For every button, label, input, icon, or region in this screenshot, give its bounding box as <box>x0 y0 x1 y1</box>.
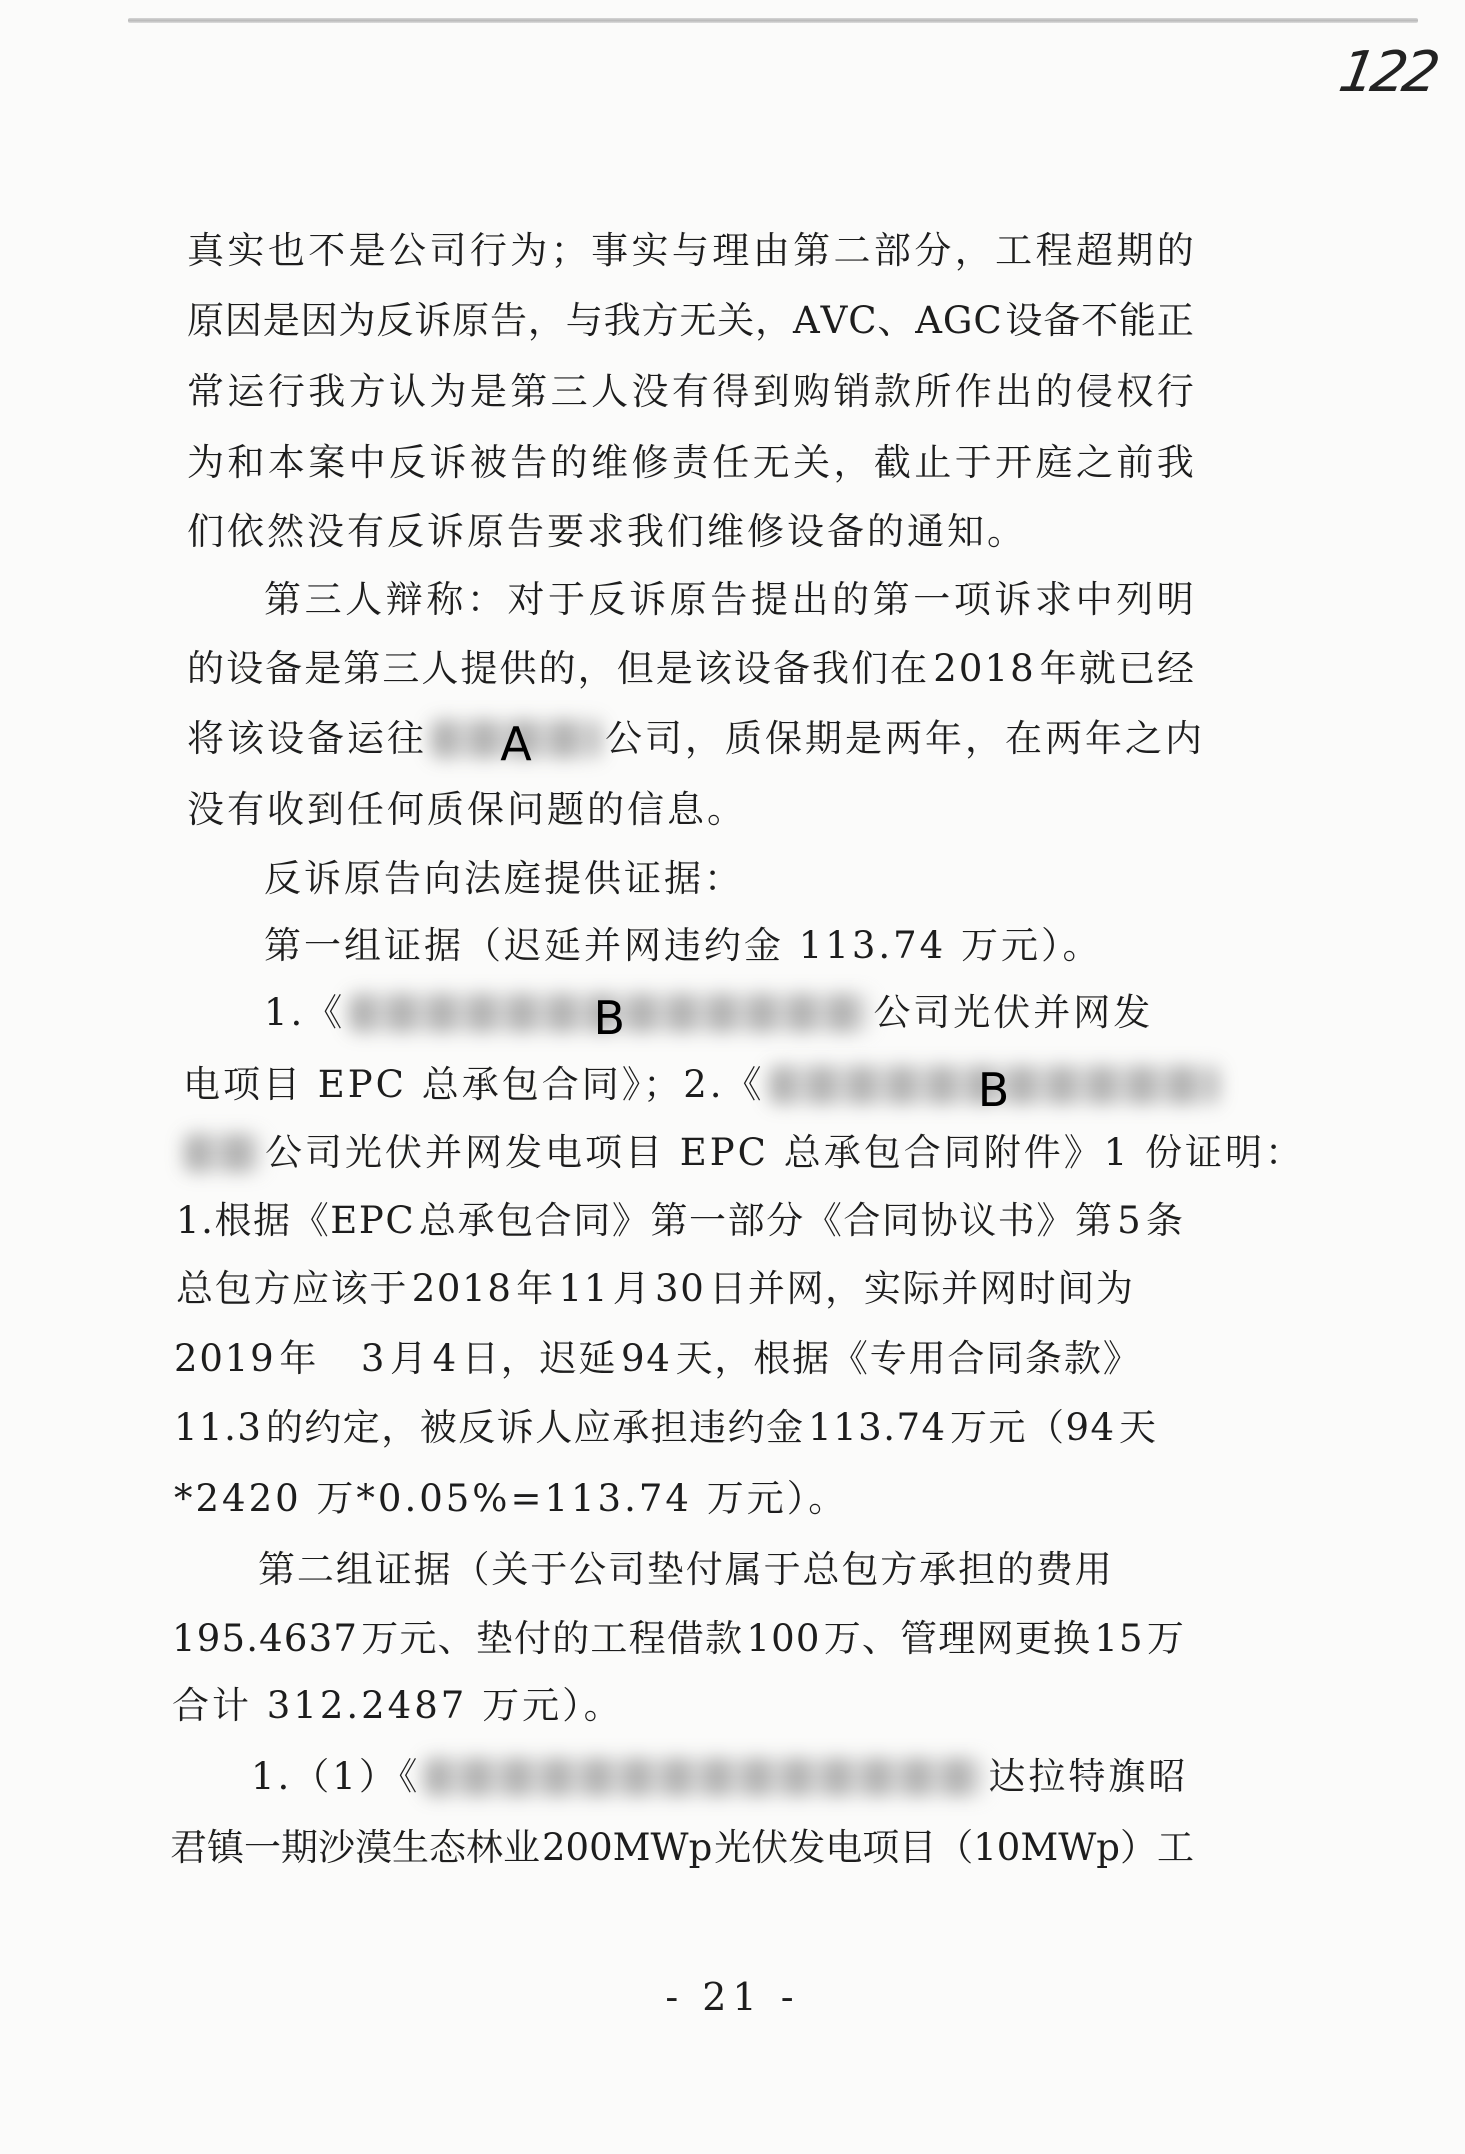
text-line <box>187 362 1194 422</box>
text-segment: 公司，质保期是两年，在两年之内 <box>605 717 1205 760</box>
text-segment: 常 运 行 我 方 认 为 是 第 三 人 没 有 得 到 购 销 款 所 作 出 的 侵 权 行 <box>187 370 1194 413</box>
page-top-edge <box>128 18 1418 23</box>
text-segment: 第 二 组 证 据 （ 关 于 公 司 垫 付 属 于 总 包 方 承 担 的 费 用 <box>258 1548 1112 1591</box>
text-line <box>170 1818 1194 1878</box>
redacted-text <box>424 1754 984 1800</box>
text-line <box>187 639 1194 699</box>
text-line <box>174 1398 1156 1458</box>
text-segment: 1 9 5 . 4 6 3 7 万 元 、 垫 付 的 工 程 借 款 1 0 0 万 、 管 理 网 更 换 1 5 万 <box>172 1617 1184 1660</box>
text-segment: 达拉特旗昭 <box>988 1755 1189 1798</box>
text-line <box>187 502 1027 562</box>
text-line <box>264 916 1103 976</box>
redaction-label: B <box>977 1062 1010 1117</box>
text-segment: 君 镇 一 期 沙 漠 生 态 林 业 2 0 0 M W p 光 伏 发 电 项 目 （ 1 0 M W p ） 工 <box>170 1826 1194 1869</box>
text-line <box>176 1191 1183 1251</box>
redaction-label: B <box>593 990 626 1045</box>
text-line <box>251 1747 1188 1807</box>
text-line <box>172 1676 624 1736</box>
text-line <box>174 1469 848 1529</box>
text-segment: 第一组证据（迟延并网违约金 113.74 万元）。 <box>264 924 1103 967</box>
redacted-text <box>769 1062 1219 1117</box>
text-line <box>174 1329 1140 1389</box>
text-segment: 1.（1）《 <box>251 1755 421 1798</box>
text-segment: 公司光伏并网发 <box>873 991 1154 1034</box>
text-segment: 电项目 EPC 总承包合同》；2.《 <box>183 1063 765 1106</box>
text-segment: 的 设 备 是 第 三 人 提 供 的 ， 但 是 该 设 备 我 们 在 2 0 1 8 年 就 已 经 <box>187 647 1194 690</box>
redacted-text <box>349 990 869 1045</box>
text-line <box>183 1055 1223 1115</box>
text-line <box>187 221 1194 281</box>
page-number: - 21 - <box>665 1975 800 2019</box>
text-segment: 真 实 也 不 是 公 司 行 为 ； 事 实 与 理 由 第 二 部 分 ， 工 程 超 期 的 <box>187 229 1194 272</box>
text-line <box>187 291 1194 351</box>
text-segment: 1.《 <box>264 991 346 1034</box>
text-segment: 将该设备运往 <box>187 717 427 760</box>
text-line <box>187 780 747 840</box>
text-line <box>187 433 1194 493</box>
text-line <box>258 1540 1112 1600</box>
text-segment: 总 包 方 应 该 于 2 0 1 8 年 1 1 月 3 0 日 并 网 ， 实 际 并 网 时 间 为 <box>176 1267 1133 1310</box>
text-segment: 原 因 是 因 为 反 诉 原 告 ， 与 我 方 无 关 ， A V C 、 A G C 设 备 不 能 正 <box>187 299 1194 342</box>
redacted-text <box>184 1130 261 1176</box>
redaction-blur <box>184 1134 261 1172</box>
text-line <box>187 709 1205 769</box>
text-segment: 公司光伏并网发电项目 EPC 总承包合同附件》1 份证明： <box>265 1131 1306 1174</box>
text-segment: 为 和 本 案 中 反 诉 被 告 的 维 修 责 任 无 关 ， 截 止 于 开 庭 之 前 我 <box>187 441 1194 484</box>
text-segment: 2 0 1 9 年 3 月 4 日 ， 迟 延 9 4 天 ， 根 据 《 专 用 合 同 条 款 》 <box>174 1337 1140 1380</box>
redaction-label: A <box>500 716 532 771</box>
text-line <box>264 849 744 909</box>
text-line <box>264 570 1194 630</box>
text-segment: 1 . 根 据 《 E P C 总 承 包 合 同 》 第 一 部 分 《 合 同 协 议 书 》 第 5 条 <box>176 1199 1183 1242</box>
redacted-text <box>431 716 601 771</box>
text-line <box>180 1123 1305 1183</box>
text-segment: 第 三 人 辩 称 ： 对 于 反 诉 原 告 提 出 的 第 一 项 诉 求 中 列 明 <box>264 578 1194 621</box>
redaction-blur <box>424 1758 984 1796</box>
text-segment: 没有收到任何质保问题的信息。 <box>187 788 747 831</box>
text-line <box>172 1609 1184 1669</box>
text-segment: 1 1 . 3 的 约 定 ， 被 反 诉 人 应 承 担 违 约 金 1 1 3 . 7 4 万 元 （ 9 4 天 <box>174 1406 1156 1449</box>
handwritten-page-number: 122 <box>1334 40 1441 105</box>
text-segment: *2420 万*0.05%=113.74 万元）。 <box>174 1477 849 1520</box>
text-line <box>176 1259 1133 1319</box>
text-segment: 反诉原告向法庭提供证据： <box>264 857 744 900</box>
text-segment: 合计 312.2487 万元）。 <box>172 1684 624 1727</box>
text-segment: 们依然没有反诉原告要求我们维修设备的通知。 <box>187 510 1027 553</box>
text-line <box>264 983 1153 1043</box>
